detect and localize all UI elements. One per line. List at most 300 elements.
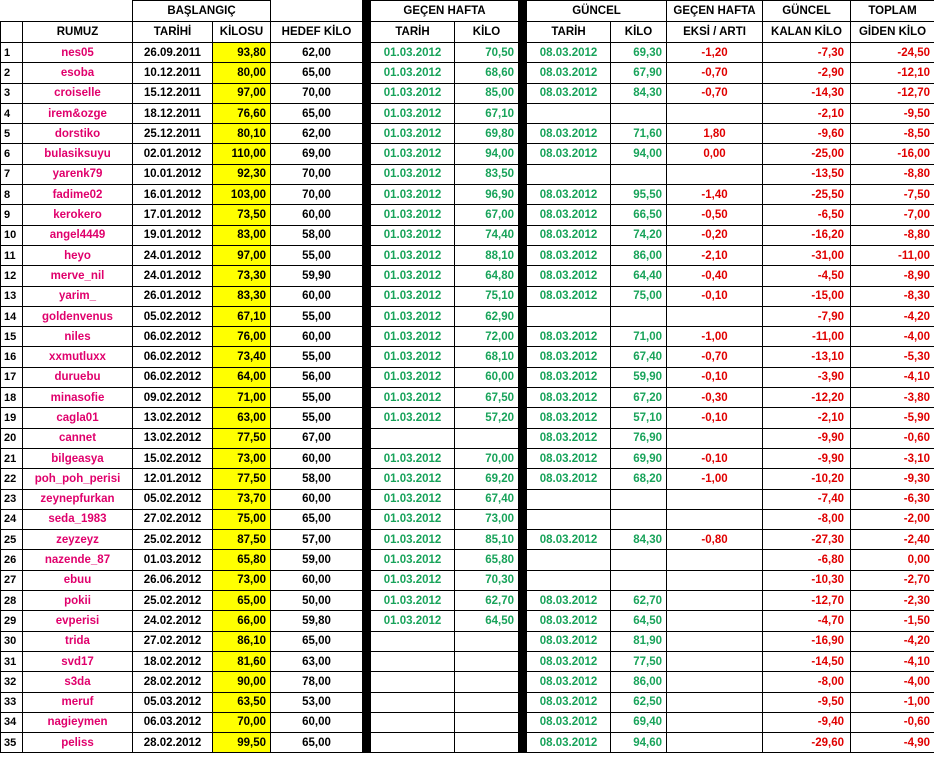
current-weight-cell: 81,90 xyxy=(611,631,667,651)
weekly-change-cell: -0,70 xyxy=(667,347,763,367)
remaining-weight-cell: -4,50 xyxy=(763,266,851,286)
target-weight-cell: 59,90 xyxy=(271,266,363,286)
last-week-date-cell: 01.03.2012 xyxy=(371,63,455,83)
rumuz-cell: svd17 xyxy=(23,651,133,671)
start-date-cell: 13.02.2012 xyxy=(133,428,213,448)
table-row xyxy=(1,733,934,753)
column-separator xyxy=(519,164,527,184)
last-week-date-cell: 01.03.2012 xyxy=(371,185,455,205)
start-weight-cell: 97,00 xyxy=(213,245,271,265)
rumuz-cell: s3da xyxy=(23,672,133,692)
current-date-cell: 08.03.2012 xyxy=(527,266,611,286)
last-week-date-cell: 01.03.2012 xyxy=(371,225,455,245)
total-lost-cell: -2,40 xyxy=(851,530,934,550)
start-weight-cell: 87,50 xyxy=(213,530,271,550)
column-separator xyxy=(519,245,527,265)
column-separator xyxy=(363,83,371,103)
table-row xyxy=(1,469,934,489)
start-weight-cell: 75,00 xyxy=(213,509,271,529)
current-date-cell: 08.03.2012 xyxy=(527,651,611,671)
rumuz-cell: ebuu xyxy=(23,570,133,590)
row-number: 31 xyxy=(1,651,23,671)
header-blank-cell xyxy=(1,22,23,43)
column-separator xyxy=(363,570,371,590)
last-week-date-cell: 01.03.2012 xyxy=(371,144,455,164)
last-week-weight-cell: 70,00 xyxy=(455,448,519,468)
current-date-cell: 08.03.2012 xyxy=(527,83,611,103)
start-date-cell: 18.02.2012 xyxy=(133,651,213,671)
row-number: 13 xyxy=(1,286,23,306)
start-weight-cell: 86,10 xyxy=(213,631,271,651)
column-separator xyxy=(363,266,371,286)
last-week-date-cell: 01.03.2012 xyxy=(371,509,455,529)
start-weight-cell: 76,60 xyxy=(213,103,271,123)
last-week-weight-cell: 69,80 xyxy=(455,124,519,144)
weekly-change-cell: -0,80 xyxy=(667,530,763,550)
last-week-weight-cell: 69,20 xyxy=(455,469,519,489)
last-week-date-cell xyxy=(371,733,455,753)
column-separator xyxy=(519,570,527,590)
total-lost-cell: -4,10 xyxy=(851,367,934,387)
last-week-date-cell: 01.03.2012 xyxy=(371,286,455,306)
column-separator xyxy=(363,144,371,164)
column-separator xyxy=(519,631,527,651)
column-separator xyxy=(519,611,527,631)
weekly-change-cell: -0,40 xyxy=(667,266,763,286)
rumuz-cell: heyo xyxy=(23,245,133,265)
current-date-cell: 08.03.2012 xyxy=(527,692,611,712)
start-date-cell: 05.03.2012 xyxy=(133,692,213,712)
rumuz-cell: nagieymen xyxy=(23,712,133,732)
column-separator xyxy=(363,408,371,428)
row-number: 21 xyxy=(1,448,23,468)
column-separator xyxy=(363,43,371,63)
current-date-cell: 08.03.2012 xyxy=(527,225,611,245)
start-weight-cell: 83,00 xyxy=(213,225,271,245)
column-separator xyxy=(519,509,527,529)
column-separator xyxy=(363,22,371,43)
last-week-date-cell: 01.03.2012 xyxy=(371,530,455,550)
total-lost-cell: -8,80 xyxy=(851,225,934,245)
table-row xyxy=(1,43,934,63)
total-lost-cell: -0,60 xyxy=(851,712,934,732)
column-separator xyxy=(519,469,527,489)
column-separator xyxy=(519,43,527,63)
total-lost-cell: -12,10 xyxy=(851,63,934,83)
remaining-weight-cell: -16,90 xyxy=(763,631,851,651)
column-separator xyxy=(363,245,371,265)
target-weight-cell: 78,00 xyxy=(271,672,363,692)
target-weight-cell: 59,80 xyxy=(271,611,363,631)
target-weight-cell: 55,00 xyxy=(271,245,363,265)
target-weight-cell: 60,00 xyxy=(271,327,363,347)
last-week-weight-cell: 60,00 xyxy=(455,367,519,387)
rumuz-cell: zeynepfurkan xyxy=(23,489,133,509)
start-weight-cell: 63,50 xyxy=(213,692,271,712)
table-row xyxy=(1,266,934,286)
start-date-cell: 17.01.2012 xyxy=(133,205,213,225)
current-date-cell: 08.03.2012 xyxy=(527,672,611,692)
last-week-weight-cell: 68,10 xyxy=(455,347,519,367)
current-weight-cell: 84,30 xyxy=(611,530,667,550)
row-number: 24 xyxy=(1,509,23,529)
table-row xyxy=(1,712,934,732)
last-week-date-cell xyxy=(371,428,455,448)
start-date-cell: 05.02.2012 xyxy=(133,489,213,509)
rumuz-cell: bulasiksuyu xyxy=(23,144,133,164)
start-date-cell: 27.02.2012 xyxy=(133,509,213,529)
current-weight-cell: 94,00 xyxy=(611,144,667,164)
target-weight-cell: 67,00 xyxy=(271,428,363,448)
target-weight-cell: 58,00 xyxy=(271,225,363,245)
last-week-weight-cell: 74,40 xyxy=(455,225,519,245)
last-week-weight-cell: 85,10 xyxy=(455,530,519,550)
current-date-cell: 08.03.2012 xyxy=(527,631,611,651)
current-date-cell: 08.03.2012 xyxy=(527,205,611,225)
row-number: 10 xyxy=(1,225,23,245)
total-lost-cell: 0,00 xyxy=(851,550,934,570)
weekly-change-cell: -0,30 xyxy=(667,388,763,408)
current-date-cell: 08.03.2012 xyxy=(527,469,611,489)
table-row xyxy=(1,205,934,225)
column-separator xyxy=(519,591,527,611)
weekly-change-cell xyxy=(667,550,763,570)
last-week-date-cell xyxy=(371,672,455,692)
column-separator xyxy=(363,306,371,326)
last-week-date-cell: 01.03.2012 xyxy=(371,347,455,367)
remaining-weight-cell: -7,40 xyxy=(763,489,851,509)
current-date-cell: 08.03.2012 xyxy=(527,185,611,205)
remaining-weight-cell: -10,20 xyxy=(763,469,851,489)
rumuz-cell: peliss xyxy=(23,733,133,753)
row-number: 8 xyxy=(1,185,23,205)
table-row xyxy=(1,448,934,468)
current-weight-cell: 62,50 xyxy=(611,692,667,712)
current-date-cell xyxy=(527,509,611,529)
rumuz-cell: evperisi xyxy=(23,611,133,631)
start-weight-cell: 81,60 xyxy=(213,651,271,671)
column-separator xyxy=(519,306,527,326)
target-weight-cell: 59,00 xyxy=(271,550,363,570)
table-row xyxy=(1,570,934,590)
weekly-change-cell: -0,20 xyxy=(667,225,763,245)
last-week-weight-cell: 83,50 xyxy=(455,164,519,184)
current-weight-cell: 74,20 xyxy=(611,225,667,245)
current-date-cell: 08.03.2012 xyxy=(527,63,611,83)
last-week-date-cell: 01.03.2012 xyxy=(371,306,455,326)
rumuz-cell: croiselle xyxy=(23,83,133,103)
last-week-date-cell: 01.03.2012 xyxy=(371,266,455,286)
column-separator xyxy=(363,367,371,387)
col-header-tarihi: TARİHİ xyxy=(133,22,213,43)
current-weight-cell: 69,90 xyxy=(611,448,667,468)
column-separator xyxy=(363,509,371,529)
remaining-weight-cell: -9,90 xyxy=(763,448,851,468)
row-number: 2 xyxy=(1,63,23,83)
remaining-weight-cell: -25,50 xyxy=(763,185,851,205)
table-row xyxy=(1,428,934,448)
target-weight-cell: 63,00 xyxy=(271,651,363,671)
last-week-date-cell: 01.03.2012 xyxy=(371,469,455,489)
column-separator xyxy=(519,692,527,712)
target-weight-cell: 60,00 xyxy=(271,712,363,732)
row-number: 30 xyxy=(1,631,23,651)
total-lost-cell: -4,20 xyxy=(851,306,934,326)
last-week-date-cell: 01.03.2012 xyxy=(371,570,455,590)
rumuz-cell: minasofie xyxy=(23,388,133,408)
start-date-cell: 24.01.2012 xyxy=(133,245,213,265)
start-weight-cell: 80,00 xyxy=(213,63,271,83)
row-number: 33 xyxy=(1,692,23,712)
row-number: 19 xyxy=(1,408,23,428)
current-weight-cell: 67,20 xyxy=(611,388,667,408)
remaining-weight-cell: -15,00 xyxy=(763,286,851,306)
last-week-date-cell: 01.03.2012 xyxy=(371,388,455,408)
column-separator xyxy=(519,530,527,550)
current-date-cell xyxy=(527,306,611,326)
remaining-weight-cell: -3,90 xyxy=(763,367,851,387)
table-row xyxy=(1,509,934,529)
start-date-cell: 26.01.2012 xyxy=(133,286,213,306)
start-date-cell: 01.03.2012 xyxy=(133,550,213,570)
weekly-change-cell xyxy=(667,489,763,509)
total-lost-cell: -3,10 xyxy=(851,448,934,468)
column-separator xyxy=(519,327,527,347)
weekly-change-cell xyxy=(667,631,763,651)
start-date-cell: 26.09.2011 xyxy=(133,43,213,63)
last-week-date-cell xyxy=(371,651,455,671)
column-separator xyxy=(363,205,371,225)
column-separator xyxy=(363,286,371,306)
column-separator xyxy=(363,164,371,184)
last-week-weight-cell: 72,00 xyxy=(455,327,519,347)
remaining-weight-cell: -8,00 xyxy=(763,509,851,529)
column-separator xyxy=(519,1,527,22)
remaining-weight-cell: -29,60 xyxy=(763,733,851,753)
total-lost-cell: -1,50 xyxy=(851,611,934,631)
current-date-cell: 08.03.2012 xyxy=(527,367,611,387)
group-header-toplam: TOPLAM xyxy=(851,1,934,22)
last-week-weight-cell xyxy=(455,631,519,651)
last-week-date-cell: 01.03.2012 xyxy=(371,611,455,631)
column-separator xyxy=(363,185,371,205)
target-weight-cell: 69,00 xyxy=(271,144,363,164)
weekly-change-cell: -0,70 xyxy=(667,63,763,83)
total-lost-cell: -4,00 xyxy=(851,327,934,347)
start-date-cell: 15.12.2011 xyxy=(133,83,213,103)
column-separator xyxy=(363,225,371,245)
current-date-cell: 08.03.2012 xyxy=(527,712,611,732)
current-weight-cell: 69,40 xyxy=(611,712,667,732)
column-separator xyxy=(519,286,527,306)
rumuz-cell: poh_poh_perisi xyxy=(23,469,133,489)
current-weight-cell xyxy=(611,550,667,570)
weekly-change-cell xyxy=(667,651,763,671)
column-separator xyxy=(519,266,527,286)
rumuz-cell: bilgeasya xyxy=(23,448,133,468)
remaining-weight-cell: -14,50 xyxy=(763,651,851,671)
column-separator xyxy=(363,347,371,367)
weekly-change-cell xyxy=(667,509,763,529)
start-date-cell: 10.01.2012 xyxy=(133,164,213,184)
start-date-cell: 18.12.2011 xyxy=(133,103,213,123)
column-separator xyxy=(363,550,371,570)
column-separator xyxy=(519,185,527,205)
start-weight-cell: 73,40 xyxy=(213,347,271,367)
last-week-weight-cell: 73,00 xyxy=(455,509,519,529)
current-date-cell: 08.03.2012 xyxy=(527,124,611,144)
column-separator xyxy=(519,83,527,103)
rumuz-cell: cagla01 xyxy=(23,408,133,428)
total-lost-cell: -0,60 xyxy=(851,428,934,448)
target-weight-cell: 65,00 xyxy=(271,103,363,123)
start-weight-cell: 110,00 xyxy=(213,144,271,164)
remaining-weight-cell: -27,30 xyxy=(763,530,851,550)
current-weight-cell: 67,40 xyxy=(611,347,667,367)
current-weight-cell: 71,60 xyxy=(611,124,667,144)
column-separator xyxy=(519,144,527,164)
rumuz-cell: pokii xyxy=(23,591,133,611)
table-row xyxy=(1,388,934,408)
last-week-date-cell: 01.03.2012 xyxy=(371,367,455,387)
last-week-weight-cell: 67,10 xyxy=(455,103,519,123)
table-row xyxy=(1,327,934,347)
start-date-cell: 24.02.2012 xyxy=(133,611,213,631)
last-week-date-cell xyxy=(371,631,455,651)
weekly-change-cell: -1,40 xyxy=(667,185,763,205)
start-weight-cell: 92,30 xyxy=(213,164,271,184)
remaining-weight-cell: -9,40 xyxy=(763,712,851,732)
total-lost-cell: -4,20 xyxy=(851,631,934,651)
table-row xyxy=(1,530,934,550)
row-number: 16 xyxy=(1,347,23,367)
row-number: 4 xyxy=(1,103,23,123)
column-separator xyxy=(363,469,371,489)
current-weight-cell: 86,00 xyxy=(611,672,667,692)
rumuz-cell: nes05 xyxy=(23,43,133,63)
rumuz-cell: trida xyxy=(23,631,133,651)
remaining-weight-cell: -9,50 xyxy=(763,692,851,712)
column-separator xyxy=(519,651,527,671)
weekly-change-cell xyxy=(667,733,763,753)
table-row xyxy=(1,286,934,306)
table-row xyxy=(1,164,934,184)
table-row xyxy=(1,631,934,651)
column-separator xyxy=(363,611,371,631)
last-week-weight-cell xyxy=(455,692,519,712)
remaining-weight-cell: -9,90 xyxy=(763,428,851,448)
current-date-cell: 08.03.2012 xyxy=(527,530,611,550)
row-number: 15 xyxy=(1,327,23,347)
weekly-change-cell xyxy=(667,103,763,123)
total-lost-cell: -8,50 xyxy=(851,124,934,144)
target-weight-cell: 65,00 xyxy=(271,631,363,651)
remaining-weight-cell: -2,90 xyxy=(763,63,851,83)
table-row xyxy=(1,185,934,205)
weekly-change-cell xyxy=(667,611,763,631)
table-row xyxy=(1,489,934,509)
table-row xyxy=(1,550,934,570)
start-weight-cell: 93,80 xyxy=(213,43,271,63)
total-lost-cell: -7,50 xyxy=(851,185,934,205)
remaining-weight-cell: -8,00 xyxy=(763,672,851,692)
table-row xyxy=(1,651,934,671)
current-weight-cell: 64,50 xyxy=(611,611,667,631)
last-week-date-cell xyxy=(371,692,455,712)
column-separator xyxy=(363,124,371,144)
target-weight-cell: 60,00 xyxy=(271,489,363,509)
last-week-weight-cell xyxy=(455,712,519,732)
current-date-cell: 08.03.2012 xyxy=(527,327,611,347)
col-header-tarih: TARİH xyxy=(371,22,455,43)
group-header-row xyxy=(1,1,934,22)
current-weight-cell xyxy=(611,570,667,590)
total-lost-cell: -4,90 xyxy=(851,733,934,753)
last-week-weight-cell: 94,00 xyxy=(455,144,519,164)
column-separator xyxy=(519,489,527,509)
weekly-change-cell: -1,20 xyxy=(667,43,763,63)
rumuz-cell: esoba xyxy=(23,63,133,83)
column-separator xyxy=(519,103,527,123)
column-separator xyxy=(363,692,371,712)
rumuz-cell: kerokero xyxy=(23,205,133,225)
current-date-cell: 08.03.2012 xyxy=(527,611,611,631)
current-weight-cell: 66,50 xyxy=(611,205,667,225)
start-date-cell: 28.02.2012 xyxy=(133,733,213,753)
target-weight-cell: 65,00 xyxy=(271,509,363,529)
last-week-weight-cell: 67,40 xyxy=(455,489,519,509)
column-separator xyxy=(363,428,371,448)
col-header-tarih: TARİH xyxy=(527,22,611,43)
group-header-baslangic: BAŞLANGIÇ xyxy=(133,1,271,22)
last-week-weight-cell: 62,90 xyxy=(455,306,519,326)
target-weight-cell: 55,00 xyxy=(271,388,363,408)
current-date-cell xyxy=(527,103,611,123)
start-date-cell: 24.01.2012 xyxy=(133,266,213,286)
last-week-weight-cell xyxy=(455,428,519,448)
col-header-kilo: KİLO xyxy=(611,22,667,43)
current-weight-cell xyxy=(611,509,667,529)
last-week-weight-cell xyxy=(455,651,519,671)
rumuz-cell: yarim_ xyxy=(23,286,133,306)
column-separator xyxy=(363,672,371,692)
start-weight-cell: 65,80 xyxy=(213,550,271,570)
row-number: 1 xyxy=(1,43,23,63)
remaining-weight-cell: -4,70 xyxy=(763,611,851,631)
weekly-change-cell xyxy=(667,692,763,712)
column-separator xyxy=(363,1,371,22)
column-separator xyxy=(363,388,371,408)
rumuz-cell: cannet xyxy=(23,428,133,448)
last-week-date-cell: 01.03.2012 xyxy=(371,550,455,570)
row-number: 23 xyxy=(1,489,23,509)
target-weight-cell: 70,00 xyxy=(271,83,363,103)
last-week-weight-cell: 65,80 xyxy=(455,550,519,570)
start-weight-cell: 65,00 xyxy=(213,591,271,611)
row-number: 5 xyxy=(1,124,23,144)
weekly-change-cell: -0,10 xyxy=(667,448,763,468)
column-separator xyxy=(363,327,371,347)
row-number: 17 xyxy=(1,367,23,387)
start-weight-cell: 64,00 xyxy=(213,367,271,387)
table-row xyxy=(1,124,934,144)
start-weight-cell: 63,00 xyxy=(213,408,271,428)
header-blank-cell xyxy=(23,1,133,22)
start-date-cell: 06.03.2012 xyxy=(133,712,213,732)
target-weight-cell: 57,00 xyxy=(271,530,363,550)
column-separator xyxy=(519,225,527,245)
current-date-cell: 08.03.2012 xyxy=(527,144,611,164)
